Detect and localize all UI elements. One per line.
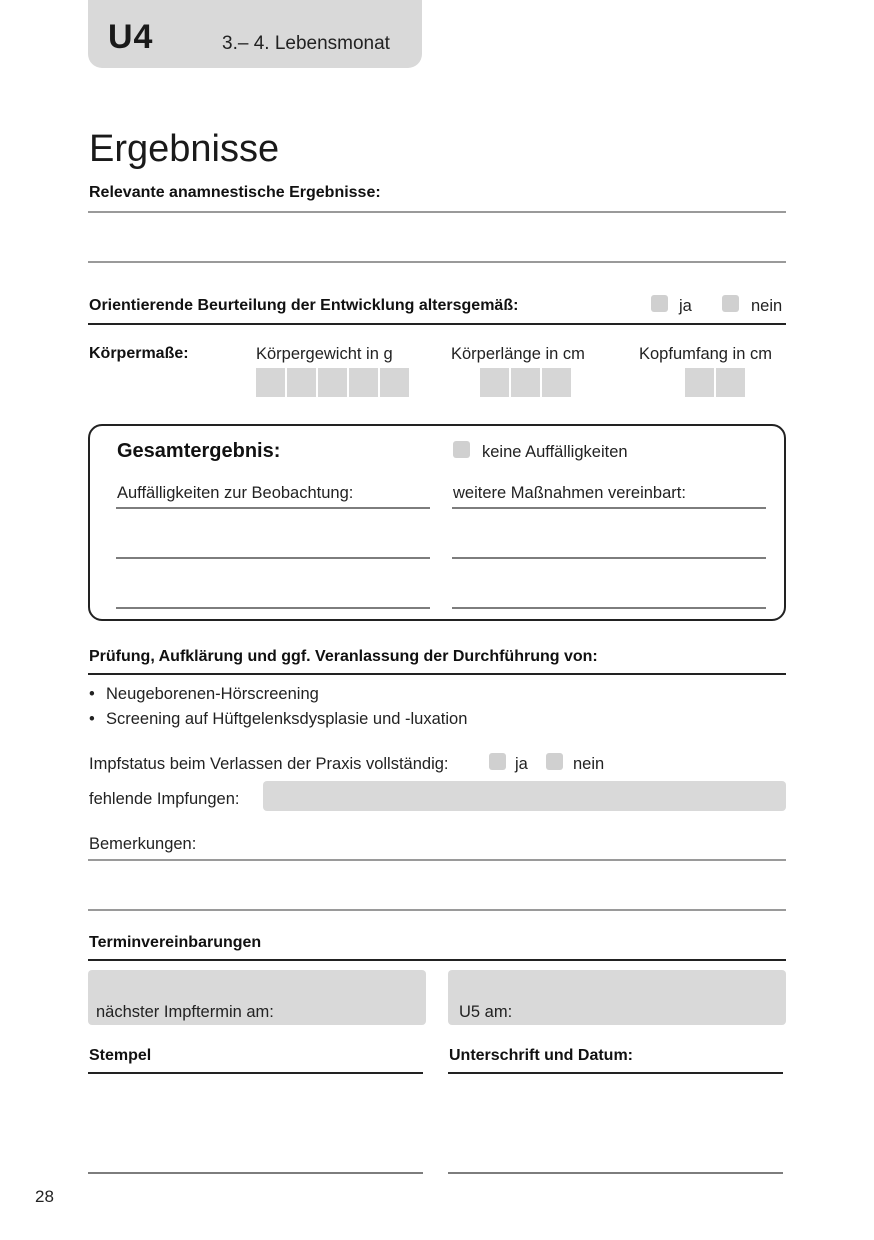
remarks-line-1[interactable] bbox=[88, 859, 786, 861]
digit-cell[interactable] bbox=[480, 368, 509, 397]
length-input[interactable] bbox=[480, 368, 571, 397]
appointments-underline bbox=[88, 959, 786, 961]
exam-code: U4 bbox=[108, 18, 154, 56]
check-item: • Neugeborenen-Hörscreening bbox=[106, 685, 319, 704]
anamnesis-field[interactable] bbox=[88, 213, 786, 261]
vaccination-no-label: nein bbox=[573, 755, 605, 773]
appointments-label: Terminvereinbarungen bbox=[89, 934, 262, 951]
digit-cell[interactable] bbox=[256, 368, 285, 397]
signature-bottom-line bbox=[448, 1172, 783, 1174]
head-input[interactable] bbox=[685, 368, 745, 397]
observe-line-2[interactable] bbox=[116, 557, 430, 559]
body-measures-label: Körpermaße: bbox=[89, 345, 189, 362]
development-no-checkbox[interactable] bbox=[722, 295, 739, 312]
stamp-bottom-line bbox=[88, 1172, 423, 1174]
development-yes-checkbox[interactable] bbox=[651, 295, 668, 312]
digit-cell[interactable] bbox=[511, 368, 540, 397]
vaccination-no-checkbox[interactable] bbox=[546, 753, 563, 770]
vaccination-yes-checkbox[interactable] bbox=[489, 753, 506, 770]
signature-area[interactable] bbox=[448, 1074, 783, 1172]
remarks-line-2[interactable] bbox=[88, 909, 786, 911]
measures-line-2[interactable] bbox=[452, 557, 766, 559]
measures-line-3[interactable] bbox=[452, 607, 766, 609]
observe-label: Auffälligkeiten zur Beobachtung: bbox=[117, 484, 354, 502]
measures-line-1[interactable] bbox=[452, 507, 766, 509]
measures-label: weitere Maßnahmen vereinbart: bbox=[453, 484, 686, 502]
u5-label: U5 am: bbox=[459, 1003, 513, 1021]
signature-label: Unterschrift und Datum: bbox=[449, 1047, 633, 1064]
head-label: Kopfumfang in cm bbox=[639, 345, 772, 363]
page-title: Ergebnisse bbox=[89, 128, 280, 170]
missing-vaccinations-field[interactable] bbox=[263, 781, 786, 811]
digit-cell[interactable] bbox=[380, 368, 409, 397]
length-label: Körperlänge in cm bbox=[451, 345, 585, 363]
vaccination-yes-label: ja bbox=[515, 755, 528, 773]
development-label: Orientierende Beurteilung der Entwicklung altersgemäß: bbox=[89, 297, 519, 314]
stamp-label: Stempel bbox=[89, 1047, 152, 1064]
digit-cell[interactable] bbox=[349, 368, 378, 397]
remarks-label: Bemerkungen: bbox=[89, 835, 197, 853]
next-vaccination-label: nächster Impftermin am: bbox=[96, 1003, 274, 1021]
digit-cell[interactable] bbox=[685, 368, 714, 397]
exam-age-range: 3.– 4. Lebensmonat bbox=[222, 33, 390, 54]
no-abnormalities-label: keine Auffälligkeiten bbox=[482, 443, 628, 461]
page-number: 28 bbox=[35, 1187, 54, 1206]
check-label: Prüfung, Aufklärung und ggf. Veranlassung der Durchführung von: bbox=[89, 648, 598, 665]
weight-input[interactable] bbox=[256, 368, 409, 397]
weight-label: Körpergewicht in g bbox=[256, 345, 393, 363]
check-underline bbox=[88, 673, 786, 675]
anamnesis-label: Relevante anamnestische Ergebnisse: bbox=[89, 184, 381, 201]
observe-line-1[interactable] bbox=[116, 507, 430, 509]
digit-cell[interactable] bbox=[287, 368, 316, 397]
vaccination-status-label: Impfstatus beim Verlassen der Praxis vollständig: bbox=[89, 755, 449, 773]
development-no-label: nein bbox=[751, 297, 783, 315]
no-abnormalities-checkbox[interactable] bbox=[453, 441, 470, 458]
check-item: • Screening auf Hüftgelenksdysplasie und -luxation bbox=[106, 710, 467, 729]
development-yes-label: ja bbox=[679, 297, 692, 315]
overall-result-title: Gesamtergebnis: bbox=[117, 440, 281, 462]
digit-cell[interactable] bbox=[318, 368, 347, 397]
digit-cell[interactable] bbox=[716, 368, 745, 397]
digit-cell[interactable] bbox=[542, 368, 571, 397]
stamp-area[interactable] bbox=[88, 1074, 423, 1172]
missing-vaccinations-label: fehlende Impfungen: bbox=[89, 790, 240, 808]
development-underline bbox=[88, 323, 786, 325]
anamnesis-line-2 bbox=[88, 261, 786, 263]
observe-line-3[interactable] bbox=[116, 607, 430, 609]
